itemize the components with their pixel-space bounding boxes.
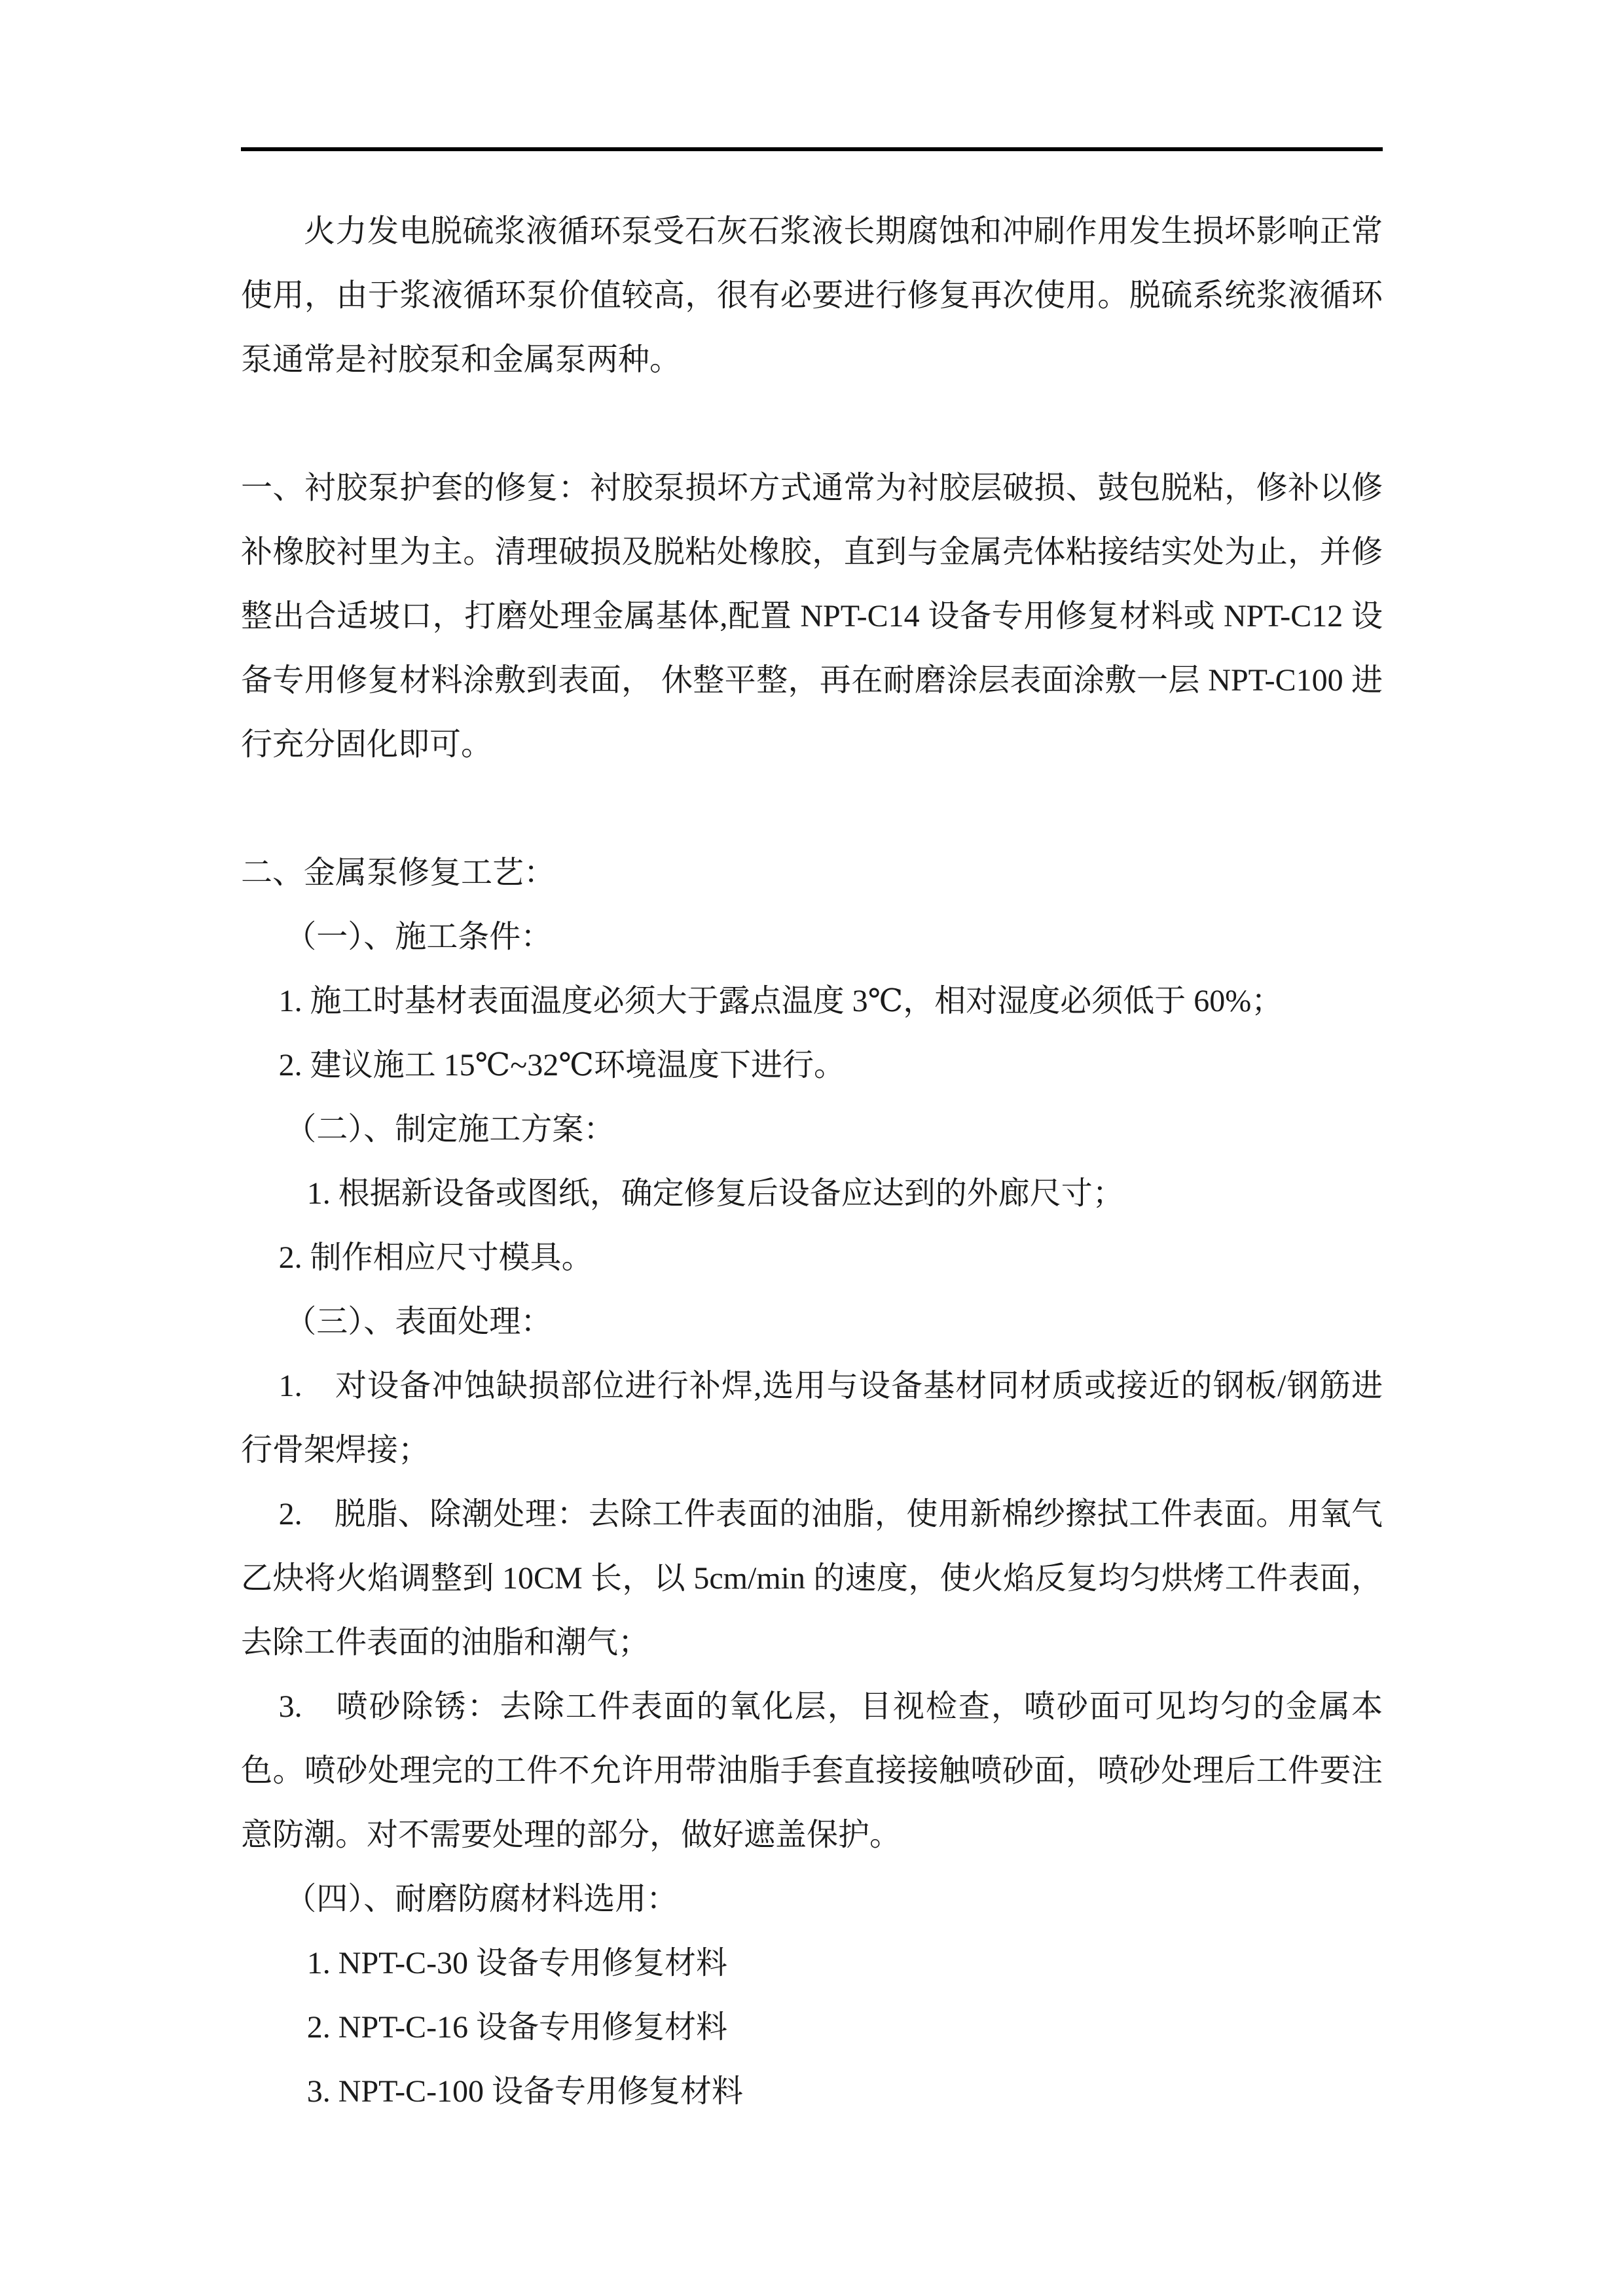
paragraph: 1. 对设备冲蚀缺损部位进行补焊,选用与设备基材同材质或接近的钢板/钢筋进行骨架焊接；: [241, 1369, 1383, 1467]
header-rule: [241, 147, 1383, 151]
paragraph: 3. 喷砂除锈：去除工件表面的氧化层，目视检查，喷砂面可见均匀的金属本色。喷砂处理完的工件不允许用带油脂手套直接接触喷砂面，喷砂处理后工件要注意防潮。对不需要处理的部分，做好遮盖保护。: [241, 1689, 1383, 1852]
paragraph: 二、金属泵修复工艺：: [241, 855, 556, 890]
paragraph: 2. NPT-C-16 设备专用修复材料: [306, 2010, 728, 2045]
paragraph: 2. 制作相应尺寸模具。: [278, 1240, 593, 1275]
paragraph: 火力发电脱硫浆液循环泵受石灰石浆液长期腐蚀和冲刷作用发生损坏影响正常使用，由于浆液循环泵价值较高，很有必要进行修复再次使用。脱硫系统浆液循环泵通常是衬胶泵和金属泵两种。: [241, 214, 1383, 377]
paragraph: 2. 建议施工 15℃~32℃环境温度下进行。: [278, 1048, 845, 1083]
paragraph: 一、衬胶泵护套的修复：衬胶泵损坏方式通常为衬胶层破损、鼓包脱粘，修补以修补橡胶衬里为主。清理破损及脱粘处橡胶，直到与金属壳体粘接结实处为止，并修整出合适坡口，打磨处理金属基体,配置 NPT-C14 设备专用修复材料或 NPT-C12 设备专用修复材料涂敷到表面， 休整平整，再在耐磨涂层表面涂敷一层 NPT-C100 进行充分固化即可。: [241, 471, 1383, 762]
paragraph: （一）、施工条件：: [285, 920, 553, 954]
paragraph: 2. 脱脂、除潮处理：去除工件表面的油脂，使用新棉纱擦拭工件表面。用氧气乙炔将火焰调整到 10CM 长，以 5cm/min 的速度，使火焰反复均匀烘烤工件表面，去除工件表面的油脂和潮气；: [241, 1497, 1383, 1660]
document-body: [241, 200, 1383, 2124]
paragraph: 1. 根据新设备或图纸，确定修复后设备应达到的外廊尺寸；: [306, 1176, 1124, 1211]
paragraph: （四）、耐磨防腐材料选用：: [285, 1882, 678, 1916]
paragraph: （二）、制定施工方案：: [285, 1112, 615, 1147]
paragraph: 1. NPT-C-30 设备专用修复材料: [306, 1946, 728, 1981]
paragraph: 1. 施工时基材表面温度必须大于露点温度 3℃，相对湿度必须低于 60%；: [278, 984, 1283, 1018]
paragraph: （三）、表面处理：: [285, 1304, 553, 1339]
paragraph: 3. NPT-C-100 设备专用修复材料: [306, 2074, 744, 2109]
